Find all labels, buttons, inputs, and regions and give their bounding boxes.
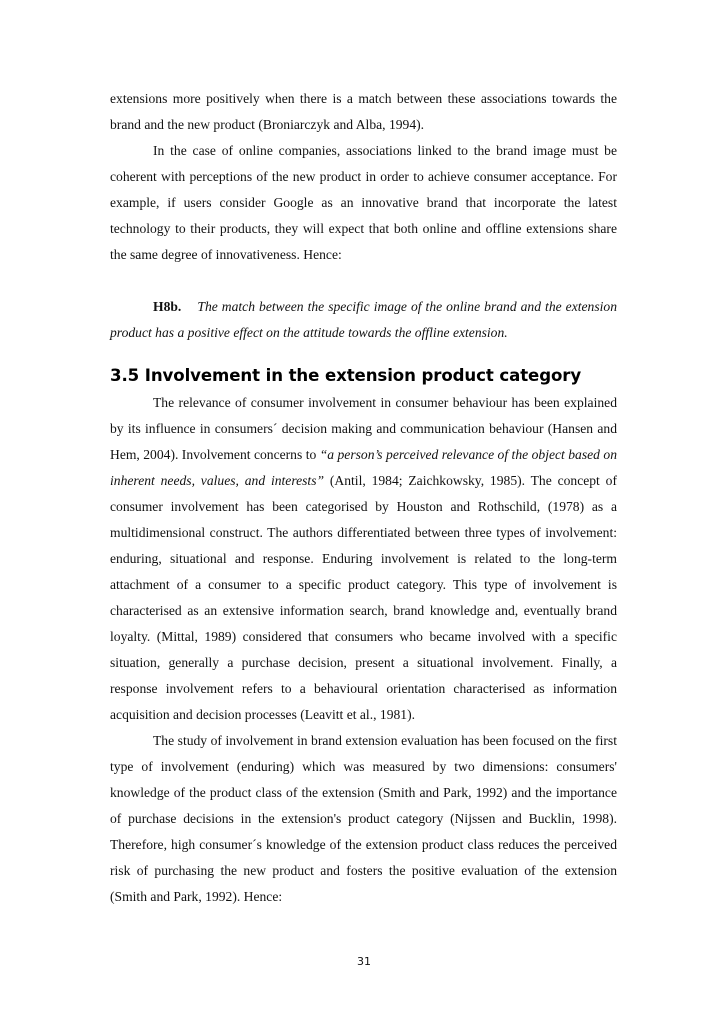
page-number: 31 [357, 955, 371, 968]
paragraph-continuation: extensions more positively when there is a match between these associations towards the brand and the new product (Broniarczyk and Alba, 1994). [110, 91, 617, 132]
involvement-definition-quote: “a person’s perceived relevance of the object based on inherent needs, values, and interests” [110, 447, 617, 488]
hypothesis-text: The match between the specific image of the online brand and the extension product has a positive effect on the attitude towards the offline extension. [110, 299, 617, 340]
page-body [110, 86, 617, 910]
paragraph-involvement-text-2: (Antil, 1984; Zaichkowsky, 1985). The concept of consumer involvement has been categorised by Houston and Rothschild, (1978) as a multidimensional construct. The authors differentiated between three types of involvement: enduring, situational and response. Enduring involvement is related to the long-term attachment of a consumer to a specific product category. This type of involvement is characterised as an extensive information search, brand knowledge and, eventually brand loyalty. (Mittal, 1989) considered that consumers who became involved with a specific situation, generally a purchase decision, present a situational involvement. Finally, a response involvement refers to a behavioural orientation characterised as information acquisition and decision processes (Leavitt et al., 1981). [110, 473, 617, 722]
hypothesis-label: H8b. [153, 299, 182, 314]
paragraph-involvement [110, 390, 617, 728]
section-heading: 3.5 Involvement in the extension product category [110, 366, 582, 385]
paragraph-online-companies: In the case of online companies, associations linked to the brand image must be coherent with perceptions of the new product in order to achieve consumer acceptance. For example, if users consider Google as an innovative brand that incorporate the latest technology to their products, they will expect that both online and offline extensions share the same degree of innovativeness. Hence: [110, 143, 617, 262]
hypothesis-h8b [110, 294, 617, 346]
paragraph-brand-extension-involvement: The study of involvement in brand extension evaluation has been focused on the first type of involvement (enduring) which was measured by two dimensions: consumers' knowledge of the product class of the extension (Smith and Park, 1992) and the importance of purchase decisions in the extension's product category (Nijssen and Bucklin, 1998). Therefore, high consumer´s knowledge of the extension product class reduces the perceived risk of purchasing the new product and fosters the positive evaluation of the extension (Smith and Park, 1992). Hence: [110, 733, 617, 904]
paragraph-involvement-text-1: The relevance of consumer involvement in consumer behaviour has been explained by its influence in consumers´ decision making and communication behaviour (Hansen and Hem, 2004). Involvement concerns to [110, 395, 617, 462]
